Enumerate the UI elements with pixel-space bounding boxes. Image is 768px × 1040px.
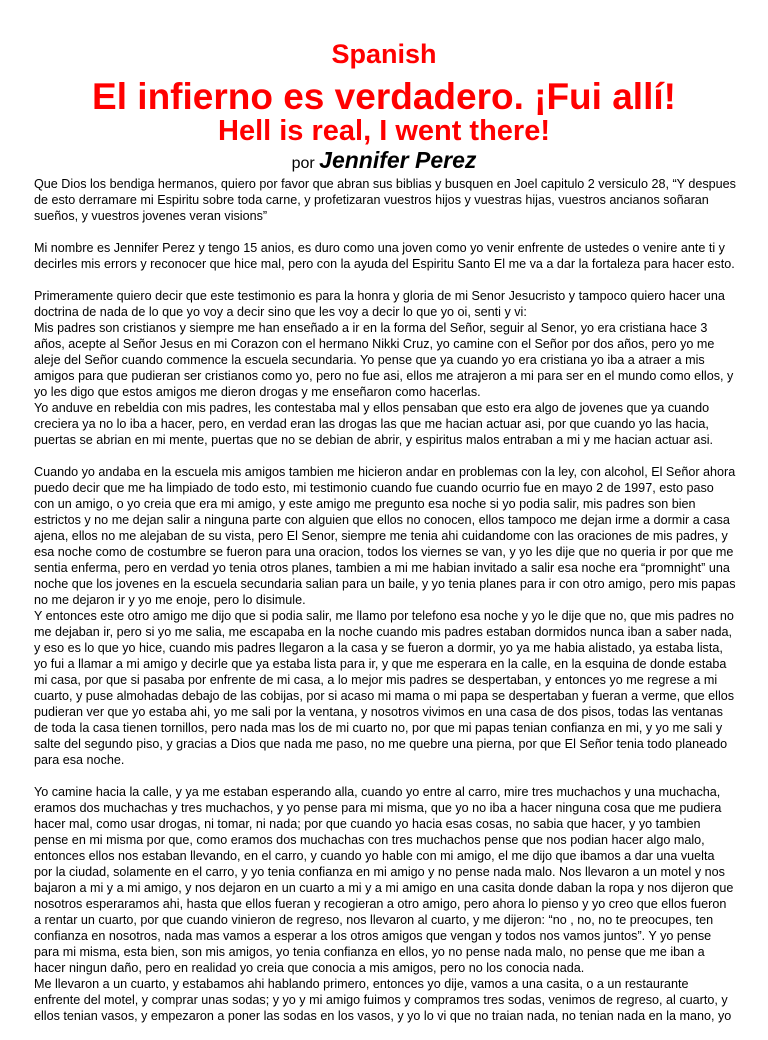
paragraph: Que Dios los bendiga hermanos, quiero por favor que abran sus biblias y busquen en Joel capitulo 2 versiculo 28, “Y despues de esto derramare mi Espiritu sobre toda carne, y profetizaran vuestros hijos y vuestras hijas, vuestros ancianos soñaran sueños, y vuestros jovenes veran visions” bbox=[34, 177, 736, 223]
paragraph: Yo camine hacia la calle, y ya me estaban esperando alla, cuando yo entre al carro, mire tres muchachos y una muchacha, eramos dos muchachas y tres muchachos, y yo pense para mi misma, que yo no iba a hacer ninguna cosa que me pudiera hacer mal, como usar drogas, ni tomar, ni nada; por que cuando yo hacia esas cosas, no sabia que hacer, y yo tambien pense en mi misma por que, como eramos dos muchachas con tres muchachos pense que nos podian hacer algo malo, entonces ellos nos estaban llevando, en el carro, y cuando yo hable con mi amigo, el me dijo que ibamos a dar una vuelta por la ciudad, solamente en el carro, y yo tenia confianza en mi amigo y no pense nada malo. Nos llevaron a un motel y nos bajaron a mi y a mi amigo, y nos dejaron en un cuarto a mi y a mi amigo en una casita donde daban la ropa y nos dijeron que nosotros esperaramos ahi, hasta que ellos fueran y recogieran a otro amigo, pero ahora lo pienso y yo creo que ellos fueron a rentar un cuarto, por que cuando vinieron de regreso, nos llevaron al cuarto, y me dijeron: “no , no, no te preocupes, ten confianza en nosotros, nada mas vamos a esperar a los otros amigos que vengan y todos nos vamos juntos”. Y yo pense para mi misma, esta bien, son mis amigos, yo tenia confianza en ellos, yo no pense nada malo, no pense que me iban a hacer ningun daño, pero en realidad yo creia que conocia a mis amigos, pero no los conocia nada. Me llevaron a un cuarto, y estabamos ahi hablando primero, entonces yo dije, vamos a una casita, o a un restaurante enfrente del motel, y comprar unas sodas; y yo y mi amigo fuimos y compramos tres sodas, venimos de regreso, al cuarto, y ellos tenian vasos, y empezaron a poner las sodas en los vasos, y yo lo vi que no traian nada, no tenian nada en la mano, yo bbox=[34, 785, 734, 1023]
paragraph: Primeramente quiero decir que este testimonio es para la honra y gloria de mi Senor Jesucristo y tampoco quiero hacer una doctrina de nada de lo que yo voy a decir sino que les voy a decir lo que yo oi, senti y vi: Mis padres son cristianos y siempre me han enseñado a ir en la forma del Señor, seguir al Senor, yo era cristiana hace 3 años, acepte al Señor Jesus en mi Corazon con el hermano Nikki Cruz, yo camine con el Señor por dos años, pero yo me aleje del Señor cuando commence la escuela secundaria. Yo pense que ya cuando yo era cristiana yo iba a atraer a mis amigos para que pudieran ser cristianos como yo, pero no fue asi, ellos me atrajeron a mi para ser en el mundo como ellos, y yo les digo que estos amigos me dieron drogas y me enseñaron como hacerlas. Yo anduve en rebeldia con mis padres, les contestaba mal y ellos pensaban que esto era algo de jovenes que ya cuando creciera ya no lo iba a hacer, pero, en verdad eran las drogas las que me hacian actuar asi, por que cuando yo las hacia, puertas se abrian en mi mente, puertas que no se debian de abrir, y espiritus malos entraban a mi y me hacian actuar asi. bbox=[34, 289, 734, 447]
author-name: Jennifer Perez bbox=[319, 147, 477, 173]
document-subtitle: Hell is real, I went there! bbox=[218, 115, 550, 147]
paragraph: Cuando yo andaba en la escuela mis amigos tambien me hicieron andar en problemas con la ley, con alcohol, El Señor ahora puedo decir que me ha limpiado de todo esto, mi testimonio cuando fue cuando ocurrio fue en mayo 2 de 1997, esto paso con un amigo, o yo creia que era mi amigo, y este amigo me pregunto esa noche si yo podia salir, mis padres son bien estrictos y no me dejan salir a ninguna parte con alguien que ellos no conocen, ellos tampoco me dejan irme a dormir a casa ajena, ellos no me alejaban de su vista, pero El Senor, siempre me tenia ahi cuidandome con las oraciones de mis padres, y esa noche como de costumbre se fueron para una oracion, todos los viernes se van, y yo les dije que no queria ir por que me sentia enferma, pero en verdad yo tenia otros planes, tambien a mi me habian invitado a salir esa noche era “promnight” una noche que los jovenes en la escuela secundaria salian para un baile, y yo tenia planes para ir con otro amigo, pero mis papas no me dejaron ir y yo me enoje, pero lo disimule. Y entonces este otro amigo me dijo que si podia salir, me llamo por telefono esa noche y yo le dije que no, que mis padres no me dejaban ir, pero si yo me salia, me escapaba en la noche cuando mis padres estaban dormidos nunca iban a saber nada, y eso es lo que yo hice, cuando mis padres llegaron a la casa y se fueron a dormir, yo ya me habia alistado, ya estaba lista, yo fui a llamar a mi amigo y decirle que ya estaba lista para ir, y que me esperara en la calle, en la esquina de donde estaba mi casa, por que si pasaba por enfrente de mi casa, a lo mejor mis padres se despertaban, y entonces yo me regrese a mi cuarto, y puse almohadas debajo de las cobijas, por si acaso mi mama o mi papa se despertaban y fueran a verme, que ellos pudieran ver que yo estaba ahi, yo me sali por la ventana, y nosotros vivimos en una casa de dos pisos, todas las ventanas de toda la casa tienen tornillos, pero nada mas los de mi cuarto no, por que mi papas tenian confianza en mi, y yo me sali y salte del segundo piso, y gracias a Dios que nada me paso, no me quebre una pierna, por que El Señor tenia todo planeado para esa noche. bbox=[34, 465, 736, 767]
by-label: por bbox=[291, 155, 315, 172]
paragraph: Mi nombre es Jennifer Perez y tengo 15 anios, es duro como una joven como yo venir enfrente de ustedes o venire ante ti y decirles mis errors y reconocer que hice mal, pero con la ayuda del Espiritu Santo El me va a dar la fortaleza para hacer esto. bbox=[34, 241, 735, 271]
language-label: Spanish bbox=[331, 39, 437, 69]
document-title: El infierno es verdadero. ¡Fui allí! bbox=[92, 76, 676, 117]
document-body bbox=[34, 176, 736, 1040]
byline bbox=[0, 147, 768, 177]
